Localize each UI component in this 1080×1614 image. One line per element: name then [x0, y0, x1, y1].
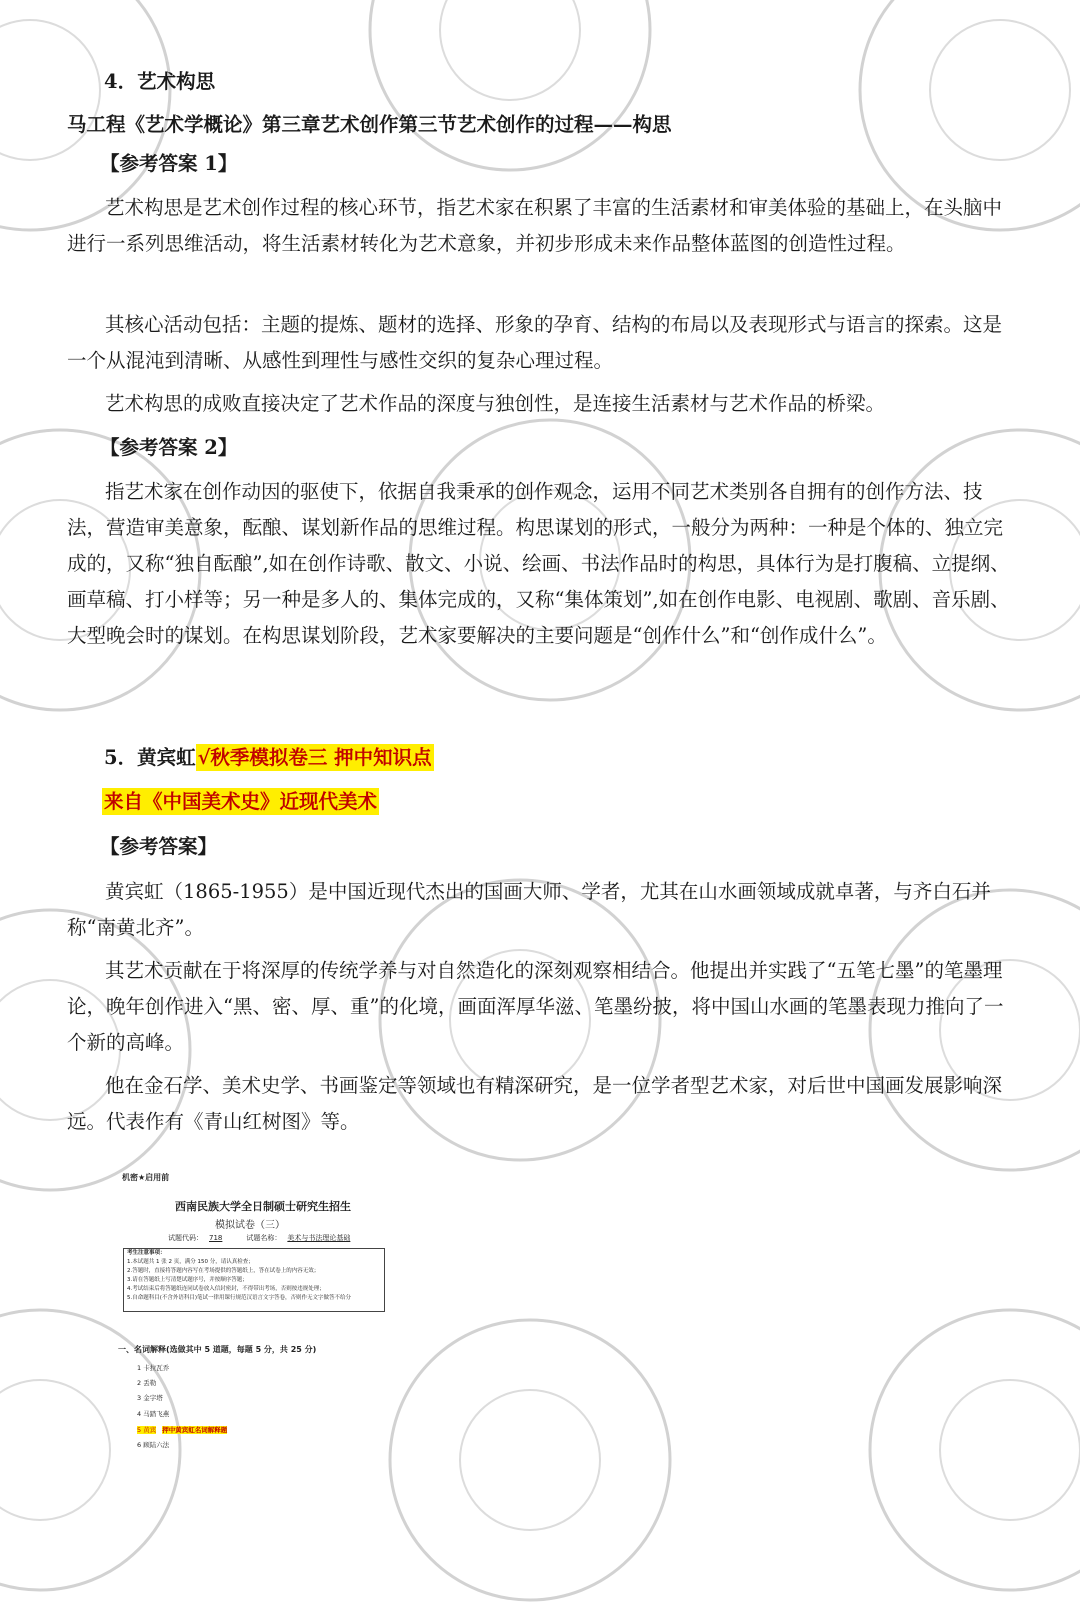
q5-source-line [102, 787, 379, 817]
q4-answer1-paragraph-2: 其核心活动包括：主题的提炼、题材的选择、形象的孕育、结构的布局以及表现形式与语言的探索。这是一个从混沌到清晰、从感性到理性与感性交织的复杂心理过程。 [67, 313, 1003, 372]
exam-item-hit: 5 黄宾 押中黄宾虹名词解释题 [137, 1426, 228, 1434]
exam-item: 6 顾陆六法 [137, 1441, 170, 1449]
exam-title: 西南民族大学全日制硕士研究生招生 [175, 1200, 351, 1213]
exam-name: 美术与书法理论基础 [287, 1234, 351, 1242]
exam-note: 5.自命题科目(不含外语科目)笔试一律用课行规范汉语言文字答卷，否则作无文字做答不给分 [127, 1295, 352, 1301]
q5-paragraph-2: 其艺术贡献在于将深厚的传统学养与对自然造化的深刻观察相结合。他提出并实践了“五笔七墨”的笔墨理论，晚年创作进入“黑、密、厚、重”的化境，画面浑厚华滋、笔墨纷披，将中国山水画的笔墨表现力推向了一个新的高峰。 [67, 959, 1004, 1054]
q5-hit-highlight: √秋季模拟卷三 押中知识点 [197, 746, 432, 769]
exam-note: 2.答题时，直接将答题内容写在考场提供的答题纸上，答在试卷上的内容无效； [127, 1268, 320, 1274]
q4-answer1-paragraph-1: 艺术构思是艺术创作过程的核心环节，指艺术家在积累了丰富的生活素材和审美体验的基础上，在头脑中进行一系列思维活动，将生活素材转化为艺术意象，并初步形成未来作品整体蓝图的创造性过程。 [67, 196, 1003, 255]
exam-note: 1.本试题共 1 张 2 页，满分 150 分，请认真检查； [127, 1259, 254, 1265]
watermark-stamp [380, 1310, 680, 1610]
exam-item: 2 丢勒 [137, 1379, 157, 1387]
q5-paragraph-1: 黄宾虹（1865-1955）是中国近现代杰出的国画大师、学者，尤其在山水画领域成就卓著，与齐白石并称“南黄北齐”。 [67, 880, 991, 939]
watermark-stamp [860, 1300, 1080, 1600]
exam-section-title: 一、名词解释(选做其中 5 道题，每题 5 分，共 25 分) [118, 1345, 317, 1354]
q4-answer1-label: 【参考答案 1】 [100, 152, 238, 175]
exam-note: 3.请在答题纸上写清楚试题序号，并按顺序答题； [127, 1277, 248, 1283]
q5-answer-label: 【参考答案】 [100, 835, 218, 858]
q4-answer2-label: 【参考答案 2】 [100, 436, 238, 459]
exam-subtitle: 模拟试卷（三） [215, 1220, 285, 1231]
exam-secret-label: 机密★启用前 [122, 1173, 170, 1182]
exam-code-row: 试题代码： 718 试题名称： 美术与书法理论基础 [168, 1233, 356, 1243]
q5-source: 来自《中国美术史》近现代美术 [104, 790, 378, 813]
q4-answer1-paragraph-3: 艺术构思的成败直接决定了艺术作品的深度与独创性，是连接生活素材与艺术作品的桥梁。 [105, 392, 886, 415]
q5-heading-line [104, 743, 434, 773]
q5-heading: 5．黄宾虹 [104, 746, 196, 769]
exam-item: 4 马踏飞燕 [137, 1410, 170, 1418]
exam-item: 1 卡拉瓦乔 [137, 1364, 170, 1372]
exam-item: 3 金字塔 [137, 1394, 163, 1402]
exam-hit-note: 押中黄宾虹名词解释题 [162, 1426, 228, 1434]
q5-paragraph-3: 他在金石学、美术史学、书画鉴定等领域也有精深研究，是一位学者型艺术家，对后世中国画发展影响深远。代表作有《青山红树图》等。 [67, 1074, 1003, 1133]
exam-code: 718 [209, 1234, 223, 1242]
exam-note: 4.考试结束后将答题纸连同试卷放入信封密封，不得带出考场，否则按违规处理； [127, 1286, 325, 1292]
q4-answer2-paragraph: 指艺术家在创作动因的驱使下，依据自我秉承的创作观念，运用不同艺术类别各自拥有的创作方法、技法，营造审美意象，酝酿、谋划新作品的思维过程。构思谋划的形式，一般分为两种：一种是个体的、独立完成的，又称“独自酝酿”,如在创作诗歌、散文、小说、绘画、书法作品时的构思，具体行为是打腹稿、立提纲、画草稿、打小样等；另一种是多人的、集体完成的，又称“集体策划”,如在创作电影、电视剧、歌剧、音乐剧、大型晚会时的谋划。在构思谋划阶段，艺术家要解决的主要问题是“创作什么”和“创作成什么”。 [67, 480, 1010, 647]
exam-notes-box [123, 1248, 385, 1312]
exam-paper-thumbnail [110, 1160, 410, 1490]
watermark-stamp [360, 0, 660, 180]
q4-source: 马工程《艺术学概论》第三章艺术创作第三节艺术创作的过程——构思 [67, 113, 672, 136]
exam-note: 考生注意事项： [127, 1250, 166, 1256]
q4-heading: 4．艺术构思 [104, 70, 216, 93]
